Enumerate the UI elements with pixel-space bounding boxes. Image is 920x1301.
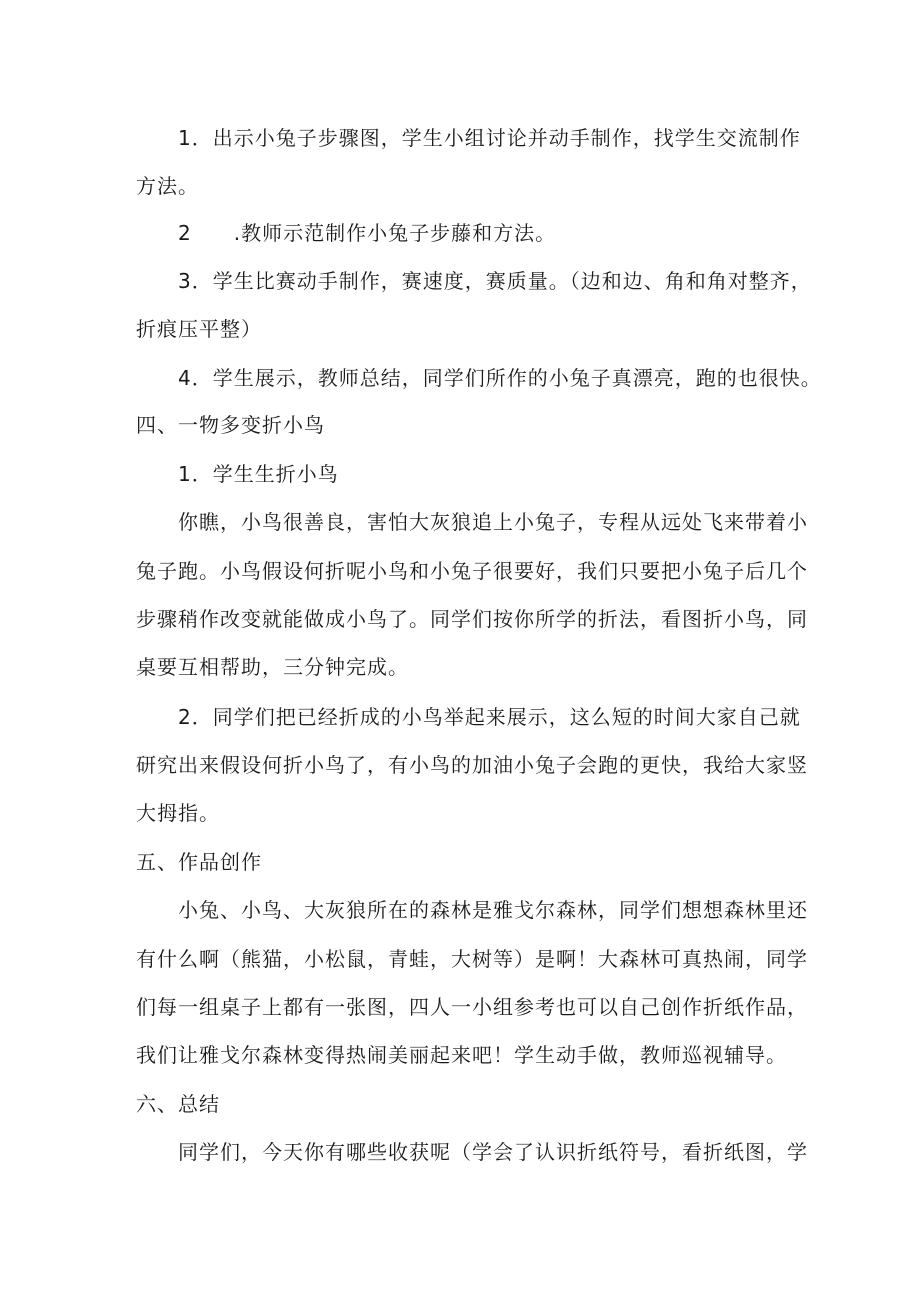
bird-step-2-line-1: 2．同学们把已经折成的小鸟举起来展示，这么短的时间大家自己就: [178, 705, 801, 729]
step-2-line: 2 .教师示范制作小兔子步藤和方法。: [178, 221, 557, 245]
paragraph-line: 小兔、小鸟、大灰狼所在的森林是雅戈尔森林，同学们想想森林里还: [178, 898, 808, 922]
section-heading-6: 六、总结: [136, 1092, 220, 1116]
paragraph-line: 兔子跑。小鸟假设何折呢小鸟和小兔子很要好，我们只要把小兔子后几个: [136, 559, 808, 583]
paragraph-line: 你瞧，小鸟很善良，害怕大灰狼追上小兔子，专程从远处飞来带着小: [178, 510, 808, 534]
section-heading-5: 五、作品创作: [136, 850, 262, 874]
step-1-line-2: 方法。: [136, 174, 199, 198]
section-heading-4: 四、一物多变折小鸟: [136, 413, 325, 437]
paragraph-line: 有什么啊（熊猫，小松鼠，青蛙，大树等）是啊！大森林可真热闹，同学: [136, 947, 808, 971]
step-3-line-1: 3．学生比赛动手制作，赛速度，赛质量。（边和边、角和角对整齐，: [178, 269, 812, 293]
bird-step-1-line: 1．学生生折小鸟: [178, 462, 339, 486]
step-4-line: 4．学生展示，教师总结，同学们所作的小兔子真漂亮，跑的也很快。: [178, 366, 822, 390]
step-1-line-1: 1．出示小兔子步骤图，学生小组讨论并动手制作，找学生交流制作: [178, 126, 801, 150]
paragraph-line: 我们让雅戈尔森林变得热闹美丽起来吧！学生动手做，教师巡视辅导。: [136, 1043, 787, 1067]
step-3-line-2: 折痕压平整）: [136, 317, 262, 341]
paragraph-line: 步骤稍作改变就能做成小鸟了。同学们按你所学的折法，看图折小鸟，同: [136, 607, 808, 631]
paragraph-line: 同学们，今天你有哪些收获呢（学会了认识折纸符号，看折纸图，学: [178, 1140, 808, 1164]
bird-step-2-line-2: 研究出来假设何折小鸟了，有小鸟的加油小兔子会跑的更快，我给大家竖: [136, 753, 808, 777]
paragraph-line: 们每一组桌子上都有一张图，四人一小组参考也可以自己创作折纸作品，: [136, 995, 808, 1019]
bird-step-2-line-3: 大拇指。: [136, 801, 220, 825]
paragraph-line: 桌要互相帮助，三分钟完成。: [136, 655, 409, 679]
